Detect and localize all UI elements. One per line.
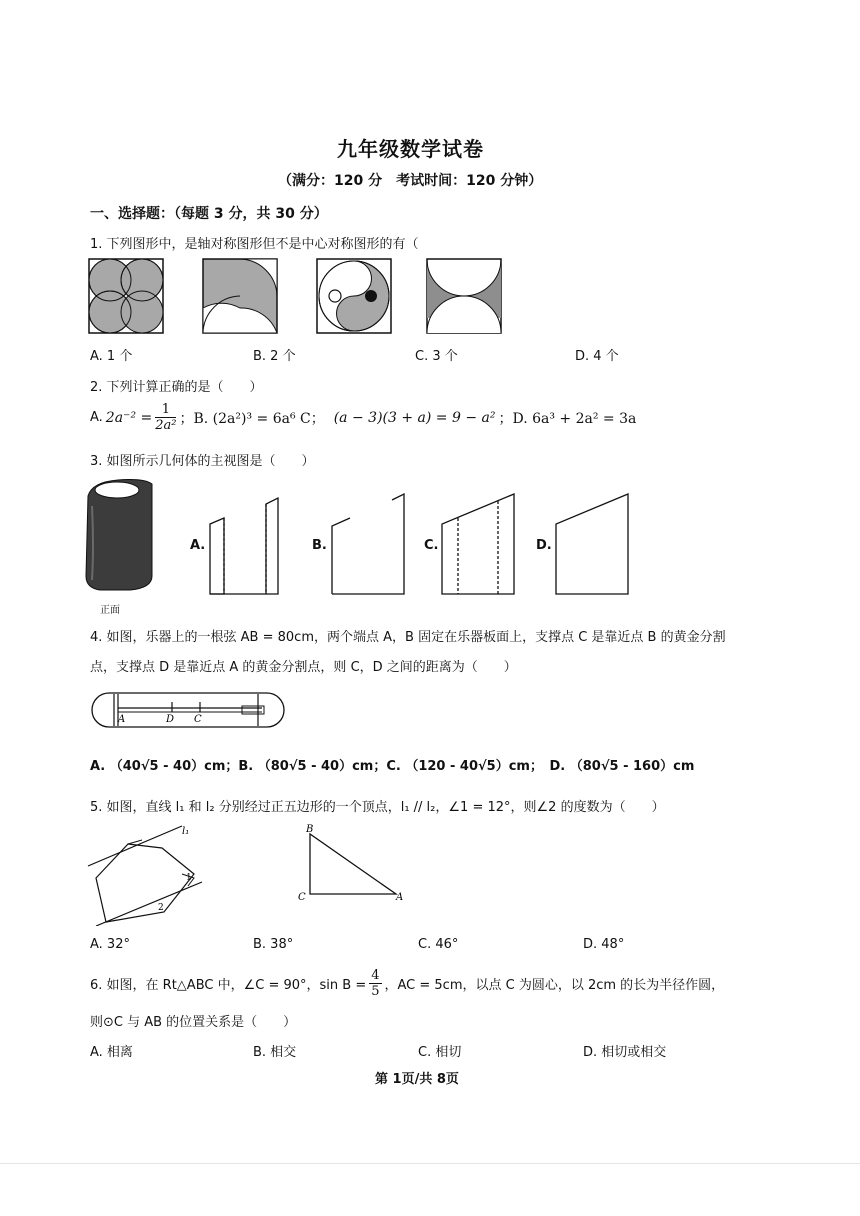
q4-instrument-figure [90,690,290,732]
q6-stem-line1 [90,968,724,999]
page-number: 第 1页/共 8页 [375,1072,459,1087]
q3-option-b-label[interactable]: B. [312,538,327,553]
q4-label-c: C [194,714,202,725]
q6-option-a[interactable]: A. 相离 [90,1045,133,1060]
q1-option-c[interactable]: C. 3 个 [415,349,458,364]
exam-subtitle: （满分：120 分 考试时间：120 分钟） [278,173,543,189]
q3-stem: 3. 如图所示几何体的主视图是（ ） [90,454,315,469]
q2-option-d[interactable]: ；D. 6a³ + 2a² = 3a [498,410,637,427]
q6-stem-part1: 6. 如图，在 Rt△ABC 中，∠C = 90°，sin B = [90,978,367,993]
q1-option-d[interactable]: D. 4 个 [575,349,619,364]
q5-option-b[interactable]: B. 38° [253,937,294,952]
q6-stem-part2: ，AC = 5cm，以点 C 为圆心，以 2cm 的长为半径作圆， [384,978,725,993]
q5-label-c: C [298,892,306,903]
q3-solid-caption: 正面 [100,605,120,616]
q1-stem: 1. 下列图形中，是轴对称图形但不是中心对称图形的有（ [90,237,419,252]
q2-option-a-lhs: 2a⁻² = [105,409,153,426]
q5-label-angle2: 2 [158,903,164,913]
page-bottom-divider [0,1163,860,1164]
q2-fraction-denominator: 2a² [155,418,177,433]
q1-figure-yinyang [317,259,391,333]
q5-label-l1: l₁ [182,826,190,837]
section-heading: 一、选择题：（每题 3 分，共 30 分） [90,206,328,222]
q3-option-b-figure[interactable] [326,490,410,600]
q4-stem-line1: 4. 如图，乐器上的一根弦 AB = 80cm，两个端点 A，B 固定在乐器板面上，支撑点 C 是靠近点 B 的黄金分割 [90,630,726,645]
q6-fraction-numerator: 4 [371,968,380,983]
q2-stem: 2. 下列计算正确的是（ ） [90,380,263,395]
q3-option-d-figure[interactable] [550,490,634,600]
q2-option-a-fraction [155,402,176,433]
q3-option-c-label[interactable]: C. [424,538,439,553]
q2-options-line [90,402,636,433]
q1-option-b[interactable]: B. 2 个 [253,349,296,364]
q3-option-a-figure[interactable] [206,490,286,600]
q5-option-a[interactable]: A. 32° [90,937,130,952]
q1-figure-dome [427,259,501,333]
q5-label-b: B [306,824,314,835]
q4-label-d: D [166,714,175,725]
q1-figures [86,256,506,336]
q2-option-a-label[interactable]: A. [90,410,103,425]
q4-options[interactable]: A. （40√5 - 40）cm；B. （80√5 - 40）cm；C. （120 - 40√5）cm； D. （80√5 - 160）cm [90,759,695,774]
q4-stem-line2: 点，支撑点 D 是靠近点 A 的黄金分割点，则 C，D 之间的距离为（ ） [90,660,517,675]
q6-option-c[interactable]: C. 相切 [418,1045,462,1060]
q1-figure-arcs [203,259,277,333]
q5-triangle-figure [296,822,406,904]
q1-figure-four-circles [89,259,163,333]
q5-option-c[interactable]: C. 46° [418,937,459,952]
q4-label-a: A [118,714,126,725]
q1-option-a[interactable]: A. 1 个 [90,349,133,364]
q5-stem: 5. 如图，直线 l₁ 和 l₂ 分别经过正五边形的一个顶点，l₁ // l₂，∠1 = 12°，则∠2 的度数为（ ） [90,800,665,815]
q2-option-b[interactable]: ；B. (2a²)³ = 6a⁶ C； [179,410,325,427]
q6-fraction [369,968,381,999]
q5-label-a: A [396,892,404,903]
q2-option-c[interactable]: (a − 3)(3 + a) = 9 − a² [333,409,496,426]
q3-option-c-figure[interactable] [436,490,520,600]
q5-label-angle1: 1 [186,873,192,883]
q5-option-d[interactable]: D. 48° [583,937,625,952]
q3-option-a-label[interactable]: A. [190,538,206,553]
page-title: 九年级数学试卷 [337,137,484,161]
q3-option-d-label[interactable]: D. [536,538,552,553]
q2-fraction-numerator: 1 [155,402,176,418]
q3-solid-figure [80,476,160,602]
q6-fraction-denominator: 5 [371,984,380,999]
q6-stem-line2: 则⊙C 与 AB 的位置关系是（ ） [90,1015,297,1030]
q6-option-b[interactable]: B. 相交 [253,1045,297,1060]
q5-pentagon-figure [82,822,212,926]
q6-option-d[interactable]: D. 相切或相交 [583,1045,667,1060]
